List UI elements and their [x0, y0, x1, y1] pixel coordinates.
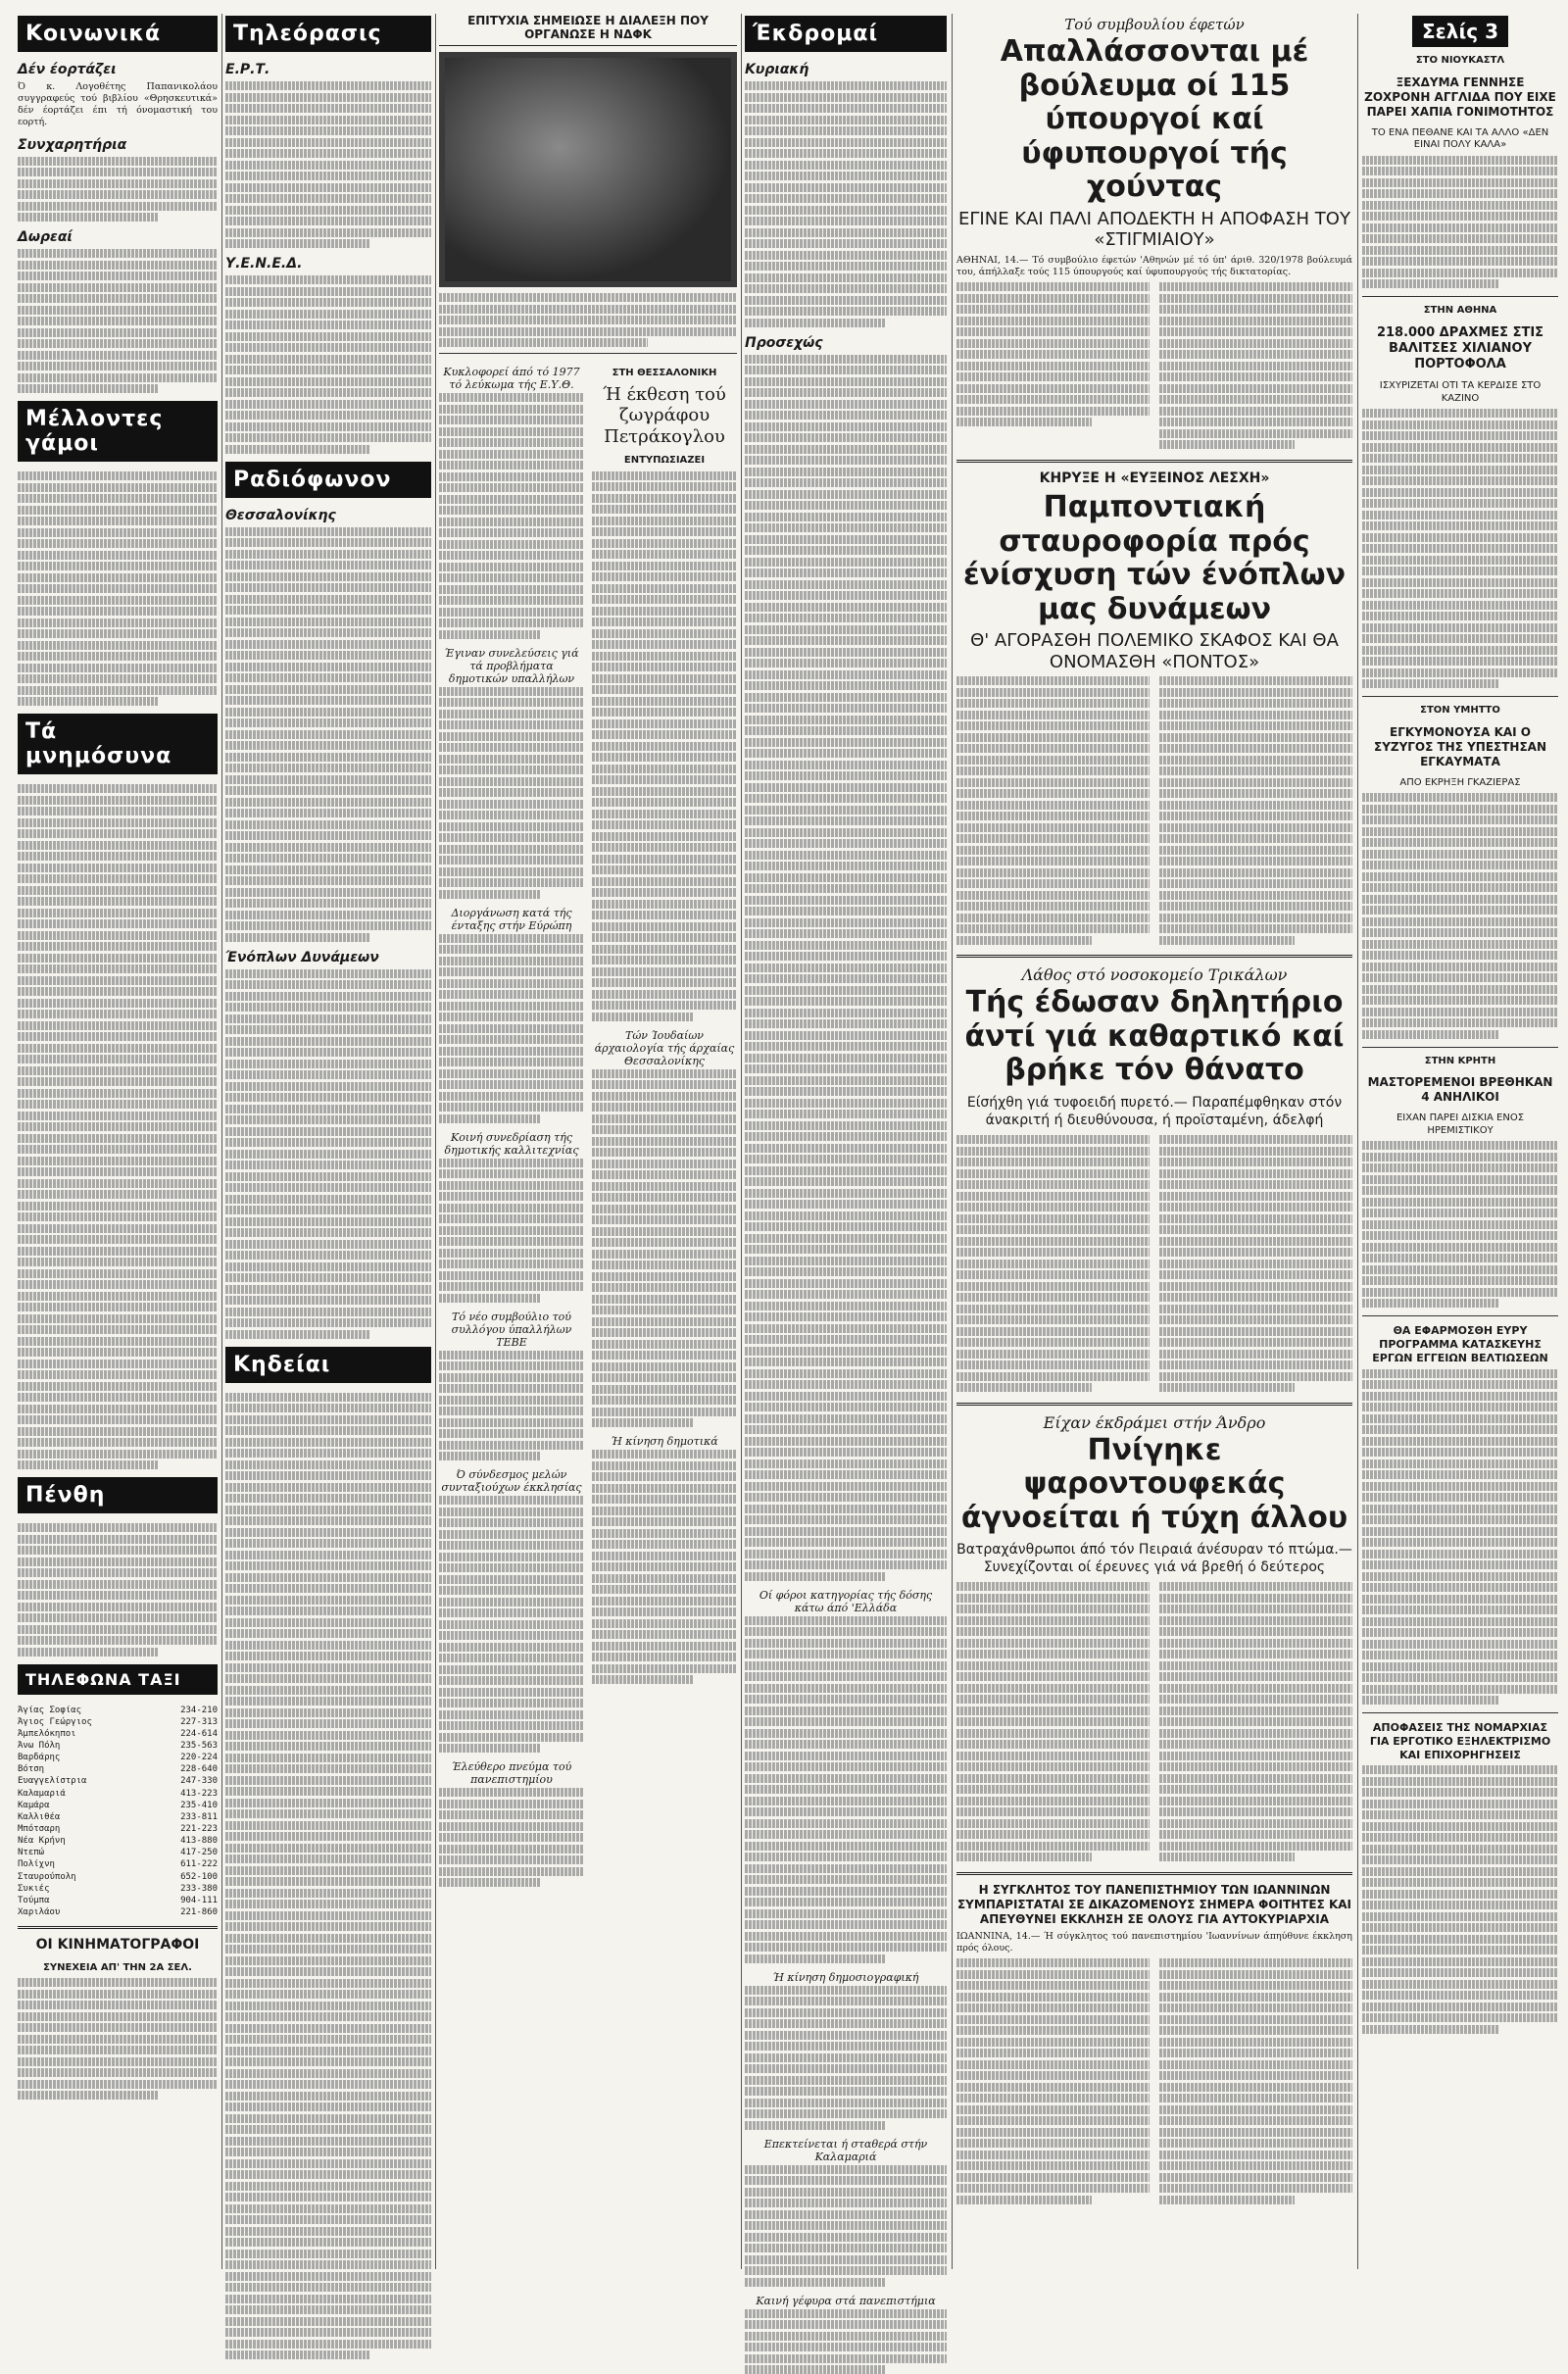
headline-poison: Τής έδωσαν δηλητήριο άντί γιά καθαρτικό καί βρήκε τόν θάνατο	[964, 985, 1345, 1088]
section-header-excursions: Έκδρομαί	[745, 16, 947, 52]
taxi-phone-row	[18, 1705, 218, 1716]
brief-subhead: ΙΣΧΥΡΙΖΕΤΑΙ ΟΤΙ ΤΑ ΚΕΡΔΙΣΕ ΣΤΟ ΚΑΖΙΝΟ	[1379, 380, 1542, 404]
lecture-banner: ΕΠΙΤΥΧΙΑ ΣΗΜΕΙΩΣΕ Η ΔΙΑΛΕΞΗ ΠΟΥ ΟΡΓΑΝΩΣΕ Η ΝΔΦΚ	[439, 10, 737, 46]
taxi-phone-row	[18, 1823, 218, 1835]
taxi-number: 611-222	[180, 1859, 218, 1870]
taxi-area: Μπότσαρη	[18, 1824, 61, 1835]
taxi-phone-list	[18, 1705, 218, 1919]
photo-caption	[439, 293, 737, 347]
brief-kicker: ΣΤΗΝ ΑΘΗΝΑ	[1423, 305, 1497, 316]
small-head: Τό νέο συμβούλιο τού συλλόγου ύπαλλήλων ΤΕΒΕ	[451, 1310, 572, 1349]
subhead-diver: Βατραχάνθρωποι άπό τόν Πειραιά άνέσυραν τό πτώμα.— Συνεχίζονται οί έρευνες γιά νά βρεθή ό δεύτερος	[956, 1542, 1352, 1576]
taxi-phone-row	[18, 1895, 218, 1906]
column-local-news	[439, 10, 737, 2273]
text-block	[18, 1978, 218, 2100]
taxi-area: Συκιές	[18, 1883, 50, 1894]
event-photo	[439, 52, 737, 287]
brief-headline: ΑΠΟΦΑΣΕΙΣ ΤΗΣ ΝΟΜΑΡΧΙΑΣ ΓΙΑ ΕΡΓΟΤΙΚΟ ΕΞΗΛΕΚΤΡΙΣΜΟ ΚΑΙ ΕΠΙΧΟΡΗΓΗΣΕΙΣ	[1369, 1721, 1551, 1761]
taxi-area: Άνω Πόλη	[18, 1741, 61, 1752]
column-tv-radio	[225, 10, 431, 2273]
taxi-number: 233-811	[180, 1811, 218, 1822]
subhead-warship: Θ' ΑΓΟΡΑΣΘΗ ΠΟΛΕΜΙΚΟ ΣΚΑΦΟΣ ΚΑΙ ΘΑ ΟΝΟΜΑΣΘΗ «ΠΟΝΤΟΣ»	[970, 630, 1339, 672]
subhead-junta-ministers: ΕΓΙΝΕ ΚΑΙ ΠΑΛΙ ΑΠΟΔΕΚΤΗ Η ΑΠΟΦΑΣΗ ΤΟΥ «ΣΤΙΓΜΙΑΙΟΥ»	[958, 208, 1350, 251]
taxi-phone-row	[18, 1871, 218, 1883]
text-block	[745, 81, 947, 327]
taxi-number: 417-250	[180, 1848, 218, 1858]
brief-subhead: ΤΟ ΕΝΑ ΠΕΘΑΝΕ ΚΑΙ ΤΑ ΑΛΛΟ «ΔΕΝ ΕΙΝΑΙ ΠΟΛΥ ΚΑΛΑ»	[1371, 126, 1549, 150]
text-block	[225, 1393, 431, 2360]
taxi-phone-row	[18, 1740, 218, 1752]
page-number-badge: Σελίς 3	[1412, 16, 1508, 47]
small-head: Κυκλοφορεί άπό τό 1977 τό λεύκωμα τής Ε.Υ.Θ.	[443, 366, 580, 391]
story-body	[956, 1958, 1352, 2206]
brief-kicker: ΣΤΟ ΝΙΟΥΚΑΣΤΛ	[1415, 55, 1505, 66]
column-rule	[1357, 14, 1358, 2269]
text-block	[225, 969, 431, 1339]
subhead-upcoming: Προσεχώς	[745, 334, 823, 351]
column-excursions	[745, 10, 947, 2307]
brief-headline: ΜΑΣΤΟΡΕΜΕΝΟΙ ΒΡΕΘΗΚΑΝ 4 ΑΝΗΛΙΚΟΙ	[1367, 1075, 1553, 1105]
taxi-area: Βότση	[18, 1764, 45, 1775]
text-block	[745, 355, 947, 1581]
taxi-area: Σταυρούπολη	[18, 1871, 76, 1882]
story-body	[956, 676, 1352, 947]
small-head: Επεκτείνεται ή σταθερά στήν Καλαμαριά	[763, 2137, 928, 2163]
subhead-congratulations: Συνχαρητήρια	[18, 136, 127, 153]
section-header-tv: Τηλεόρασις	[225, 16, 431, 52]
taxi-phone-row	[18, 1835, 218, 1847]
story-body	[956, 282, 1352, 452]
text-block	[225, 275, 431, 454]
taxi-phone-row	[18, 1752, 218, 1763]
brief-headline: ΕΓΚΥΜΟΝΟΥΣΑ ΚΑΙ Ο ΣΥΖΥΓΟΣ ΤΗΣ ΥΠΕΣΤΗΣΑΝ ΕΓΚΑΥΜΑΤΑ	[1374, 724, 1546, 768]
story-body	[956, 1135, 1352, 1395]
column-rule	[952, 14, 953, 2269]
taxi-area: Καμάρα	[18, 1800, 50, 1810]
section-header-radio: Ραδιόφωνον	[225, 462, 431, 498]
snippet-text: Ό κ. Λογοθέτης Παπανικολάου συγγραφεύς τού βιβλίου «Θρησκευτικά» δέν έορτάζει έπι τή όνομαστική του εορτή.	[18, 81, 218, 128]
taxi-area: Χαριλάου	[18, 1907, 61, 1918]
brief-headline: ΘΑ ΕΦΑΡΜΟΣΘΗ ΕΥΡΥ ΠΡΟΓΡΑΜΜΑ ΚΑΤΑΣΚΕΥΗΣ ΕΡΓΩΝ ΕΓΓΕΙΩΝ ΒΕΛΤΙΩΣΕΩΝ	[1372, 1324, 1548, 1364]
taxi-phone-row	[18, 1858, 218, 1870]
headline-diver: Πνίγηκε ψαροντουφεκάς άγνοείται ή τύχη άλλου	[960, 1432, 1348, 1535]
column-main-news	[956, 10, 1352, 2273]
taxi-phone-row	[18, 1763, 218, 1775]
taxi-area: Άμπελόκηποι	[18, 1728, 76, 1739]
left-subcol	[439, 360, 584, 1895]
taxi-area: Άγίας Σοφίας	[18, 1705, 82, 1715]
taxi-area: Τούμπα	[18, 1895, 50, 1905]
small-head: Κοινή συνεδρίαση τής δημοτικής καλλιτεχνίας	[444, 1130, 579, 1157]
section-header-funerals: Κηδείαι	[225, 1347, 431, 1383]
subhead-armed-forces: Ένόπλων Δυνάμεων	[225, 949, 379, 965]
taxi-number: 233-380	[180, 1883, 218, 1894]
kicker-trikala: Λάθος στό νοσοκομείο Τρικάλων	[1021, 965, 1288, 985]
text-block	[18, 1523, 218, 1657]
taxi-phone-row	[18, 1788, 218, 1800]
text-block	[18, 471, 218, 706]
story-body	[956, 1582, 1352, 1864]
exhibit-headline: Ή έκθεση τού ζωγράφου Πετράκογλου	[603, 383, 726, 447]
column-rule	[435, 14, 436, 2269]
subhead-poison: Είσήχθη γιά τυφοειδή πυρετό.— Παραπέμφθηκαν στόν άνακριτή ή διευθύνουσα, ή προϊσταμένη, άδελφή	[966, 1094, 1343, 1128]
brief-subhead: ΑΠΟ ΕΚΡΗΞΗ ΓΚΑΖΙΕΡΑΣ	[1399, 776, 1521, 788]
column-briefs	[1362, 10, 1558, 2273]
taxi-number: 228-640	[180, 1764, 218, 1775]
taxi-number: 224-614	[180, 1728, 218, 1739]
text-block	[18, 157, 218, 223]
small-head: Οί φόροι κατηγορίας τής δόσης κάτω άπό 'Ελλάδα	[759, 1588, 933, 1614]
section-header-weddings: Μέλλοντες γάμοι	[18, 401, 218, 462]
small-head: Τών Ίουδαίων άρχαιολογία τής άρχαίας Θεσσαλονίκης	[594, 1028, 735, 1067]
headline-ioannina: Η ΣΥΓΚΛΗΤΟΣ ΤΟΥ ΠΑΝΕΠΙΣΤΗΜΙΟΥ ΤΩΝ ΙΩΑΝΝΙΝΩΝ ΣΥΜΠΑΡΙΣΤΑΤΑΙ ΣΕ ΔΙΚΑΖΟΜΕΝΟΥΣ ΣΗΜΕΡΑ ΦΟΙΤΗΤΕΣ ΚΑΙ ΑΠΕΥΘΥΝΕΙ ΕΚΚΛΗΣΗ ΣΕ ΟΛΟΥΣ ΓΙΑ ΑΥΤΟΚΥΡΙΑΡΧΙΑ	[956, 1882, 1351, 1926]
taxi-phone-row	[18, 1775, 218, 1787]
taxi-number: 904-111	[180, 1895, 218, 1905]
taxi-phone-row	[18, 1883, 218, 1895]
taxi-area: Ευαγγελίστρια	[18, 1776, 87, 1787]
brief-kicker: ΣΤΗΝ ΚΡΗΤΗ	[1424, 1055, 1496, 1066]
taxi-number: 235-410	[180, 1800, 218, 1810]
taxi-number: 221-223	[180, 1824, 218, 1835]
subhead-yened: Υ.Ε.Ν.Ε.Δ.	[225, 256, 303, 272]
small-head: Ή κίνηση δημοτικά	[611, 1435, 718, 1449]
brief-kicker: ΣΤΟΝ ΥΜΗΤΤΟ	[1420, 705, 1500, 717]
taxi-phones-header: ΤΗΛΕΦΩΝΑ ΤΑΞΙ	[18, 1664, 218, 1695]
subhead-ert: Ε.Ρ.Τ.	[225, 62, 270, 77]
brief-subhead: ΕΙΧΑΝ ΠΑΡΕΙ ΔΙΣΚΙΑ ΕΝΟΣ ΗΡΕΜΙΣΤΙΚΟΥ	[1396, 1113, 1525, 1136]
divider	[18, 1926, 218, 1929]
taxi-number: 220-224	[180, 1753, 218, 1763]
two-col-area	[439, 360, 737, 1895]
small-head: Ή κίνηση δημοσιογραφική	[772, 1970, 919, 1984]
exhibit-tag: ΕΝΤΥΠΩΣΙΑΖΕΙ	[623, 455, 706, 467]
taxi-number: 652-100	[180, 1871, 218, 1882]
taxi-number: 234-210	[180, 1705, 218, 1715]
small-head: Καινή γέφυρα στά πανεπιστήμια	[756, 2294, 936, 2307]
brief-headline: 218.000 ΔΡΑΧΜΕΣ ΣΤΙΣ ΒΑΛΙΤΣΕΣ ΧΙΛΙΑΝΟΥ ΠΟΡΤΟΦΟΛΑ	[1376, 324, 1544, 371]
taxi-number: 235-563	[180, 1741, 218, 1752]
taxi-phone-row	[18, 1716, 218, 1728]
kicker-appeals-council: Τού συμβουλίου έφετών	[1064, 16, 1245, 33]
cinema-subheader: ΣΥΝΕΧΕΙΑ ΑΠ' ΤΗΝ 2Α ΣΕΛ.	[43, 1961, 192, 1973]
taxi-number: 413-880	[180, 1836, 218, 1847]
section-header-memorials: Τά μνημόσυνα	[18, 714, 218, 774]
section-header-social: Κοινωνικά	[18, 16, 218, 52]
taxi-area: Νέα Κρήνη	[18, 1836, 66, 1847]
lead-ioannina: ΙΩΑΝΝΙΝΑ, 14.— Ή σύγκλητος τού πανεπιστημίου 'Ιωαννίνων άπηύθυνε έκκληση πρός όλους.	[956, 1930, 1352, 1954]
text-block	[225, 81, 431, 248]
subhead-not-celebrating: Δέν έορτάζει	[18, 62, 117, 77]
taxi-number: 227-313	[180, 1716, 218, 1727]
taxi-phone-row	[18, 1906, 218, 1918]
small-head: Διοργάνωση κατά τής ένταξης στήν Εύρώπη	[451, 906, 572, 932]
column-rule	[741, 14, 742, 2269]
kicker-andros: Είχαν έκδράμει στήν Άνδρο	[1043, 1412, 1266, 1432]
subhead-sunday: Κυριακή	[745, 62, 809, 77]
taxi-phone-row	[18, 1728, 218, 1740]
taxi-area: Βαρδάρης	[18, 1753, 61, 1763]
small-head: Έγιναν συνελεύσεις γιά τά προβλήματα δημοτικών υπαλλήλων	[444, 646, 579, 685]
taxi-area: Καλαμαριά	[18, 1788, 66, 1799]
headline-crusade: Παμποντιακή σταυροφορία πρός ένίσχυση τών ένόπλων μας δυνάμεων	[962, 490, 1347, 626]
right-subcol	[592, 360, 737, 1895]
taxi-phone-row	[18, 1847, 218, 1858]
taxi-number: 221-860	[180, 1907, 218, 1918]
taxi-number: 247-330	[180, 1776, 218, 1787]
small-head: Έλεύθερο πνεύμα τού πανεπιστημίου	[451, 1760, 572, 1786]
taxi-phone-row	[18, 1800, 218, 1811]
subhead-donations: Δωρεαί	[18, 229, 73, 246]
section-header-mourning: Πένθη	[18, 1477, 218, 1513]
taxi-number: 413-223	[180, 1788, 218, 1799]
kicker-euxeinos: ΚΗΡΥΞΕ Η «ΕΥΞΕΙΝΟΣ ΛΕΣΧΗ»	[1039, 470, 1270, 486]
subhead-thessaloniki: Θεσσαλονίκης	[225, 507, 336, 523]
column-rule	[221, 14, 222, 2269]
text-block	[18, 249, 218, 393]
text-block	[18, 784, 218, 1469]
taxi-area: Άγιος Γεώργιος	[18, 1716, 92, 1727]
brief-headline: ΞΕΧΔΥΜΑ ΓΕΝΝΗΣΕ ΖΟΧΡΟΝΗ ΑΓΓΛΙΔΑ ΠΟΥ ΕΙΧΕ ΠΑΡΕΙ ΧΑΠΙΑ ΓΟΝΙΜΟΤΗΤΟΣ	[1364, 74, 1556, 119]
taxi-area: Καλλιθέα	[18, 1811, 61, 1822]
taxi-area: Πολίχνη	[18, 1859, 55, 1870]
taxi-area: Ντεπώ	[18, 1848, 45, 1858]
lead-junta-ministers: ΑΘΗΝΑΙ, 14.— Τό συμβούλιο έφετών 'Αθηνών μέ τό ύπ' άριθ. 320/1978 βούλευμά του, άπήλλαξε τούς 115 ύπουργούς καί ύφυπουργούς τής δικτατορίας.	[956, 254, 1352, 277]
small-head: Ό σύνδεσμος μελών συνταξιούχων έκκλησίας	[441, 1468, 582, 1494]
column-social	[18, 10, 218, 2273]
taxi-phone-row	[18, 1811, 218, 1823]
text-block	[225, 527, 431, 942]
cinema-header: ΟΙ ΚΙΝΗΜΑΤΟΓΡΑΦΟΙ	[35, 1937, 200, 1954]
exhibit-kicker: ΣΤΗ ΘΕΣΣΑΛΟΝΙΚΗ	[612, 368, 717, 378]
headline-junta-ministers: Απαλλάσσονται μέ βούλευμα οί 115 ύπουργοί καί ύφυπουργοί τής χούντας	[1000, 34, 1309, 204]
